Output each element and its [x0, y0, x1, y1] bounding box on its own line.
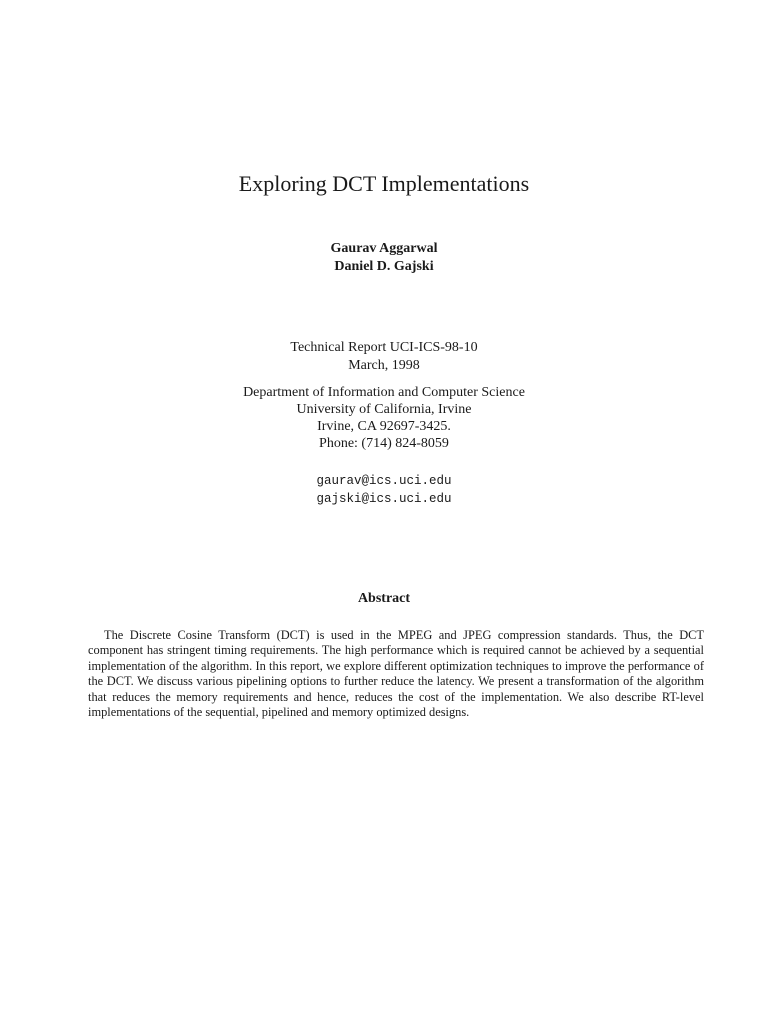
- abstract-text: The Discrete Cosine Transform (DCT) is used in the MPEG and JPEG compression standards. Thus, the DCT component has stringent timing requirements. The high performance which is required cannot be achieved by a sequential implementation of the algorithm. In this report, we explore different optimization techniques to improve the performance of the DCT. We discuss various pipelining options to further reduce the latency. We present a transformation of the algorithm that reduces the memory requirements and hence, reduces the cost of the implementation. We also describe RT-level implementations of the sequential, pipelined and memory optimized designs.: [88, 628, 704, 720]
- email-link[interactable]: gajski@ics.uci.edu: [316, 492, 452, 506]
- report-number: Technical Report UCI-ICS-98-10: [290, 340, 478, 355]
- department-name: Department of Information and Computer Science: [243, 385, 525, 400]
- report-info: [0, 339, 768, 375]
- paper-title: Exploring DCT Implementations: [238, 171, 530, 196]
- abstract-heading: Abstract: [357, 591, 411, 606]
- phone-number: Phone: (714) 824-8059: [319, 436, 449, 451]
- author-name: Daniel D. Gajski: [334, 259, 434, 274]
- author-name: Gaurav Aggarwal: [330, 241, 438, 256]
- university-name: University of California, Irvine: [296, 402, 472, 417]
- email-list: [0, 472, 768, 508]
- report-date: March, 1998: [348, 358, 420, 373]
- email-link[interactable]: gaurav@ics.uci.edu: [316, 474, 452, 488]
- postal-address: Irvine, CA 92697-3425.: [317, 419, 451, 434]
- affiliation-block: [0, 384, 768, 452]
- author-list: [0, 240, 768, 276]
